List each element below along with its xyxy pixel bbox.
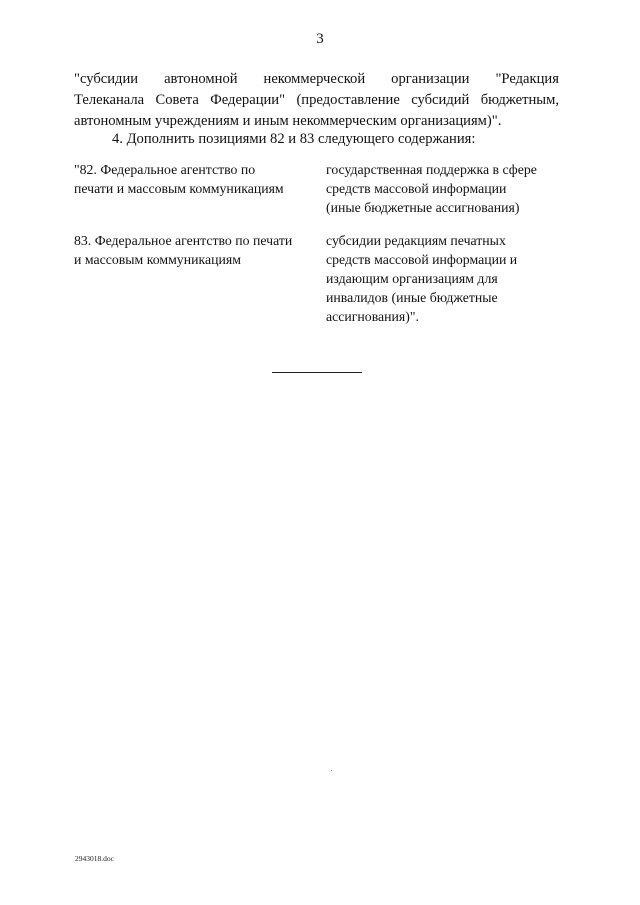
paragraph-line: Телеканала Совета Федерации" (предоставление субсидий бюджетным, <box>74 92 559 108</box>
position-agency-line: 83. Федеральное агентство по печати <box>74 233 293 248</box>
position-description-line: средств массовой информации и <box>326 252 518 267</box>
end-separator-line <box>272 372 362 373</box>
word: некоммерческой <box>263 71 366 87</box>
scan-speck <box>331 770 332 771</box>
page-number: 3 <box>316 31 324 47</box>
position-agency-line: "82. Федеральное агентство по <box>74 162 256 177</box>
position-description-line: государственная поддержка в сфере <box>326 162 537 177</box>
word: "субсидии <box>74 71 139 87</box>
position-description-line: инвалидов (иные бюджетные <box>326 290 498 305</box>
position-description-line: субсидии редакциям печатных <box>326 233 506 248</box>
position-description <box>326 231 566 326</box>
paragraph-subsidies <box>74 69 559 132</box>
word: автономной <box>164 71 238 87</box>
position-description <box>326 160 566 217</box>
position-description-line: (иные бюджетные ассигнования) <box>326 200 520 215</box>
position-agency-line: печати и массовым коммуникациям <box>74 181 284 196</box>
position-description-line: издающим организациям для <box>326 271 498 286</box>
position-agency <box>74 160 314 198</box>
position-agency <box>74 231 314 269</box>
position-agency-line: и массовым коммуникациям <box>74 252 241 267</box>
position-description-line: ассигнования)". <box>326 309 419 324</box>
word: организации <box>391 71 470 87</box>
word: "Редакция <box>495 71 559 87</box>
position-description-line: средств массовой информации <box>326 181 507 196</box>
paragraph-line: автономным учреждениям и иным некоммерческим организациям)". <box>74 113 502 129</box>
document-code: 2943018.doc <box>75 854 114 863</box>
paragraph-line <box>74 69 559 90</box>
paragraph-amendment: 4. Дополнить позициями 82 и 83 следующего содержания: <box>112 131 476 147</box>
